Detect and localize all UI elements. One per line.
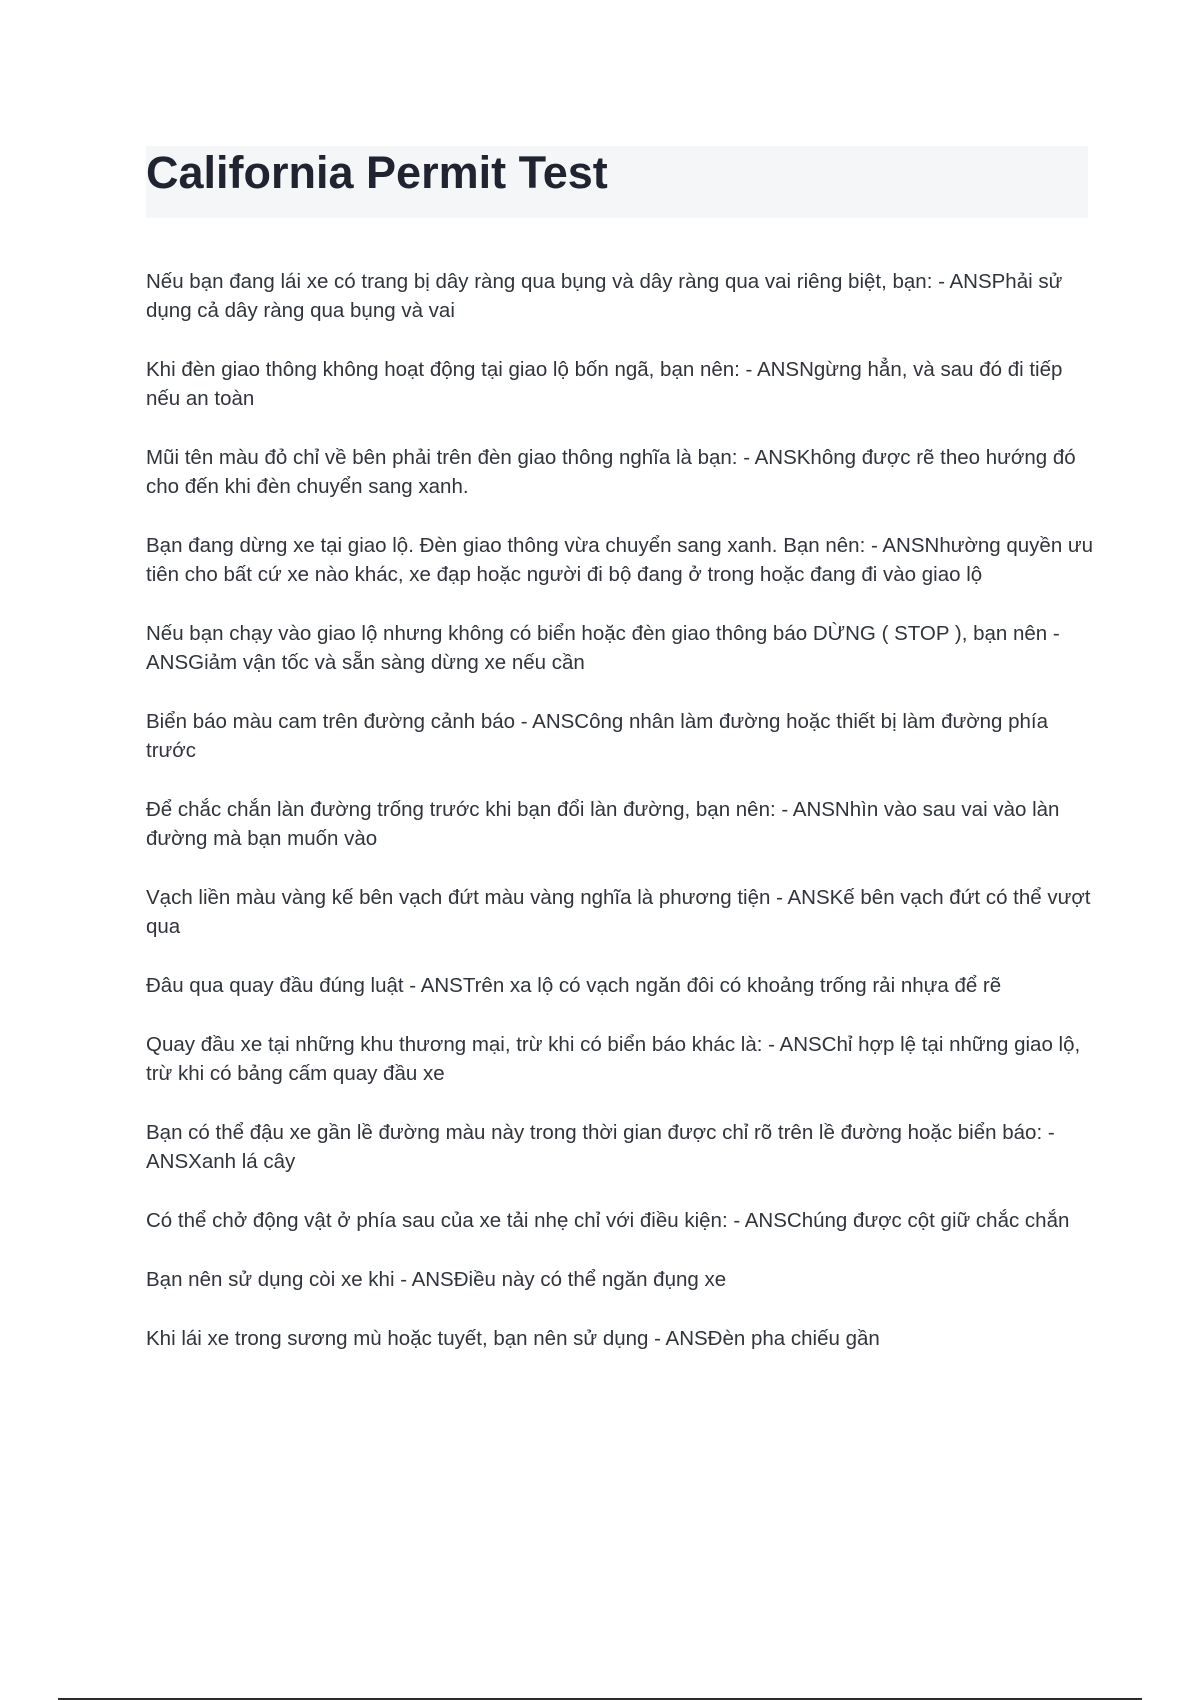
qa-item: Khi lái xe trong sương mù hoặc tuyết, bạn nên sử dụng - ANSĐèn pha chiếu gần: [146, 1327, 880, 1350]
qa-item: Đâu qua quay đầu đúng luật - ANSTrên xa lộ có vạch ngăn đôi có khoảng trống rải nhựa để rẽ: [146, 974, 1002, 997]
qa-item: Mũi tên màu đỏ chỉ về bên phải trên đèn giao thông nghĩa là bạn: - ANSKhông được rẽ theo hướng đó cho đến khi đèn chuyển sang xanh.: [146, 446, 1076, 498]
qa-item: Bạn nên sử dụng còi xe khi - ANSĐiều này có thể ngăn đụng xe: [146, 1268, 727, 1291]
question-answer-list: [146, 267, 1096, 1383]
qa-item: Biển báo màu cam trên đường cảnh báo - ANSCông nhân làm đường hoặc thiết bị làm đường phía trước: [146, 710, 1049, 762]
qa-item: Quay đầu xe tại những khu thương mại, trừ khi có biển báo khác là: - ANSChỉ hợp lệ tại những giao lộ, trừ khi có bảng cấm quay đầu xe: [146, 1033, 1081, 1085]
qa-item: Vạch liền màu vàng kế bên vạch đứt màu vàng nghĩa là phương tiện - ANSKế bên vạch đứt có thể vượt qua: [146, 886, 1091, 938]
document-title: California Permit Test: [146, 147, 608, 198]
qa-item: Bạn đang dừng xe tại giao lộ. Đèn giao thông vừa chuyển sang xanh. Bạn nên: - ANSNhường quyền ưu tiên cho bất cứ xe nào khác, xe đạp hoặc người đi bộ đang ở trong hoặc đang đi vào giao lộ: [146, 534, 1094, 586]
qa-item: Nếu bạn đang lái xe có trang bị dây ràng qua bụng và dây ràng qua vai riêng biệt, bạn: - ANSPhải sử dụng cả dây ràng qua bụng và vai: [146, 270, 1063, 322]
qa-item: Khi đèn giao thông không hoạt động tại giao lộ bốn ngã, bạn nên: - ANSNgừng hẳn, và sau đó đi tiếp nếu an toàn: [146, 358, 1063, 410]
qa-item: Có thể chở động vật ở phía sau của xe tải nhẹ chỉ với điều kiện: - ANSChúng được cột giữ chắc chắn: [146, 1209, 1070, 1232]
qa-item: Bạn có thể đậu xe gần lề đường màu này trong thời gian được chỉ rõ trên lề đường hoặc biển báo: - ANSXanh lá cây: [146, 1121, 1055, 1173]
qa-item: Để chắc chắn làn đường trống trước khi bạn đổi làn đường, bạn nên: - ANSNhìn vào sau vai vào làn đường mà bạn muốn vào: [146, 798, 1060, 850]
qa-item: Nếu bạn chạy vào giao lộ nhưng không có biển hoặc đèn giao thông báo DỪNG ( STOP ), bạn nên - ANSGiảm vận tốc và sẵn sàng dừng xe nếu cần: [146, 622, 1060, 674]
